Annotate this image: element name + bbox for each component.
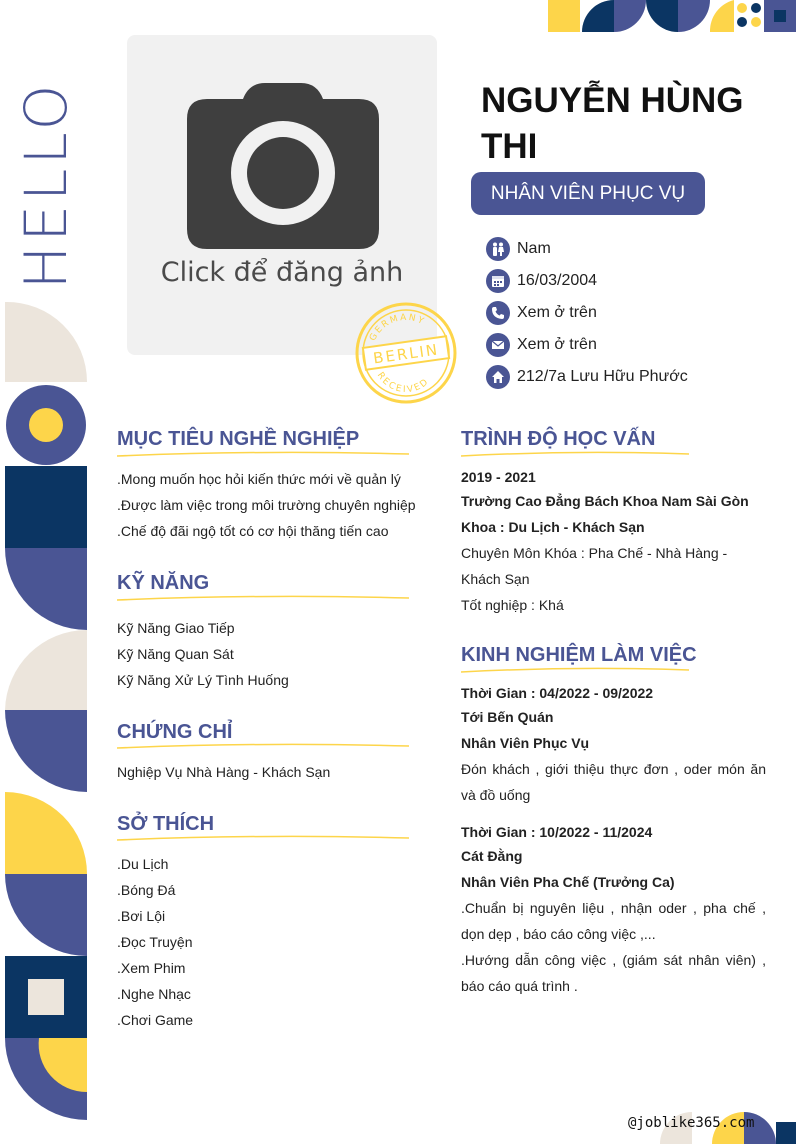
stamp-center-text: BERLIN — [372, 340, 441, 368]
experience-title: KINH NGHIỆM LÀM VIỆC — [461, 644, 697, 666]
list-item: .Nghe Nhạc — [117, 986, 191, 1002]
hello-vertical-text — [5, 40, 87, 330]
top-decoration — [548, 0, 796, 32]
list-item: .Đọc Truyện — [117, 934, 193, 950]
hobbies-list — [117, 851, 193, 1033]
candidate-name: NGUYỄN HÙNG THI — [481, 81, 744, 166]
list-item: .Bơi Lội — [117, 908, 166, 924]
experience-underline — [461, 666, 689, 676]
education-faculty: Khoa : Du Lịch - Khách Sạn — [461, 519, 645, 535]
email-value[interactable]: Xem ở trên — [517, 336, 597, 353]
education-section — [461, 466, 766, 618]
photo-upload-label: Click để đăng ảnh — [160, 257, 404, 288]
skills-title: KỸ NĂNG — [117, 572, 210, 594]
svg-text:RECEIVED — [375, 371, 432, 395]
list-item: Kỹ Năng Giao Tiếp — [117, 620, 235, 636]
job-description: .Chuẩn bị nguyên liệu , nhận oder , pha chế , dọn dẹp , báo cáo công việc ,... — [461, 900, 766, 942]
address-value: 212/7a Lưu Hữu Phước — [517, 368, 688, 385]
calendar-icon — [486, 269, 510, 293]
education-period: 2019 - 2021 — [461, 469, 536, 485]
stamp-bottom-text: RECEIVED — [374, 370, 432, 396]
info-row-phone — [486, 297, 688, 329]
experience-job-2 — [461, 821, 766, 999]
hello-text: HELLO — [12, 80, 80, 290]
svg-text:GERMANY — [368, 313, 427, 343]
hobbies-underline — [117, 834, 409, 844]
job-company: Tới Bến Quán — [461, 709, 554, 725]
phone-icon — [486, 301, 510, 325]
stamp-top-text: GERMANY — [368, 312, 427, 343]
job-company: Cát Đằng — [461, 848, 523, 864]
list-item: .Xem Phim — [117, 960, 186, 976]
education-major: Chuyên Môn Khóa : Pha Chế - Nhà Hàng - Khách Sạn — [461, 545, 728, 587]
list-item: .Chơi Game — [117, 1012, 194, 1028]
education-title: TRÌNH ĐỘ HỌC VẤN — [461, 428, 656, 450]
objective-title: MỤC TIÊU NGHỀ NGHIỆP — [117, 428, 360, 450]
job-description: Đón khách , giới thiệu thực đơn , oder món ăn và đồ uống — [461, 761, 766, 803]
hobbies-title: SỞ THÍCH — [117, 813, 215, 835]
list-item: .Du Lịch — [117, 856, 169, 872]
list-item: .Chế độ đãi ngộ tốt có cơ hội thăng tiến cao — [117, 523, 389, 539]
info-row-address — [486, 361, 688, 393]
list-item: .Bóng Đá — [117, 882, 176, 898]
education-grade: Tốt nghiệp : Khá — [461, 597, 564, 613]
home-icon — [486, 365, 510, 389]
job-period: Thời Gian : 10/2022 - 11/2024 — [461, 824, 653, 840]
watermark: @joblike365.com — [628, 1115, 755, 1131]
gender-value: Nam — [517, 240, 551, 257]
certificates-list — [117, 759, 330, 785]
objective-underline — [117, 450, 409, 460]
gender-icon — [486, 237, 510, 261]
phone-value[interactable]: Xem ở trên — [517, 304, 597, 321]
list-item: Kỹ Năng Quan Sát — [117, 646, 234, 662]
birthday-value: 16/03/2004 — [517, 272, 598, 289]
info-row-email — [486, 329, 688, 361]
personal-info-list — [486, 233, 688, 393]
skills-list — [117, 615, 289, 693]
job-position: Nhân Viên Pha Chế (Trưởng Ca) — [461, 874, 675, 890]
role-badge: NHÂN VIÊN PHỤC VỤ — [471, 172, 705, 215]
camera-icon — [187, 83, 379, 249]
list-item: .Được làm việc trong môi trường chuyên nghiệp — [117, 497, 416, 513]
info-row-birthday — [486, 265, 688, 297]
certificates-title: CHỨNG CHỈ — [117, 721, 233, 743]
education-school: Trường Cao Đẳng Bách Khoa Nam Sài Gòn — [461, 493, 749, 509]
experience-job-1 — [461, 682, 766, 808]
job-position: Nhân Viên Phục Vụ — [461, 735, 590, 751]
mail-icon — [486, 333, 510, 357]
job-description: .Hướng dẫn công việc , (giám sát nhân viên) , báo cáo quá trình . — [461, 952, 766, 994]
berlin-stamp — [352, 300, 460, 406]
education-underline — [461, 450, 689, 460]
list-item: Nghiệp Vụ Nhà Hàng - Khách Sạn — [117, 764, 331, 780]
skills-underline — [117, 594, 409, 604]
job-period: Thời Gian : 04/2022 - 09/2022 — [461, 685, 654, 701]
info-row-gender — [486, 233, 688, 265]
objective-list — [117, 466, 416, 544]
certificates-underline — [117, 742, 409, 752]
list-item: Kỹ Năng Xử Lý Tình Huống — [117, 672, 289, 688]
list-item: .Mong muốn học hỏi kiến thức mới về quản lý — [117, 471, 401, 487]
